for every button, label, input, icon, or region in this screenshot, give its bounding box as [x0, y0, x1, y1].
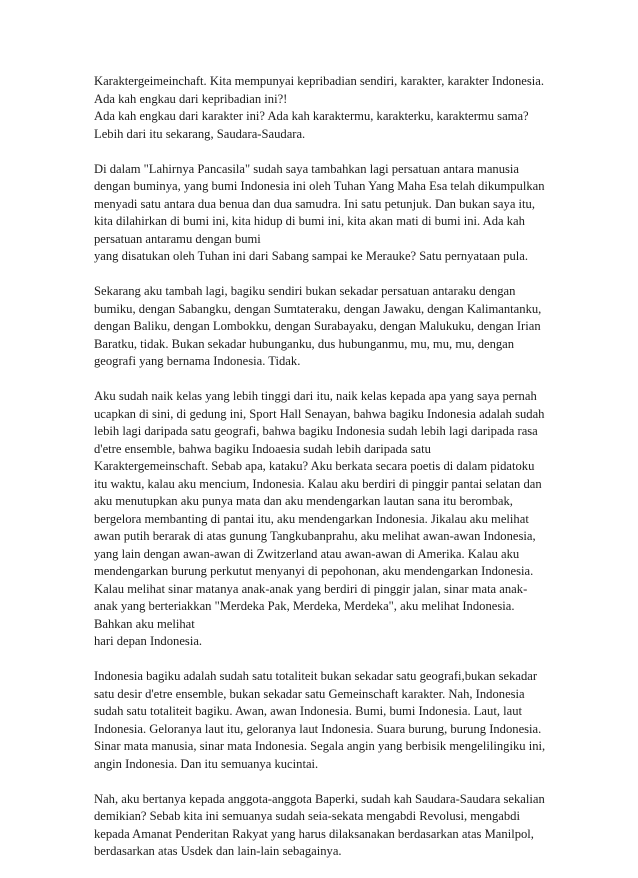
text-line: dengan buminya, yang bumi Indonesia ini oleh Tuhan Yang Maha Esa telah dikumpulkan [94, 179, 545, 193]
paragraph-4 [94, 388, 554, 651]
text-line: Nah, aku bertanya kepada anggota-anggota Baperki, sudah kah Saudara-Saudara sekalian [94, 791, 545, 806]
text-line: Di dalam "Lahirnya Pancasila" sudah saya tambahkan lagi persatuan antara manusia [94, 161, 520, 176]
text-line: bergelora membanting di pantai itu, aku mendengarkan Indonesia. Jikalau aku melihat [94, 511, 529, 526]
paragraph-5 [94, 668, 554, 773]
text-line: satu desir d'etre ensemble, bukan sekadar satu Gemeinschaft karakter. Nah, Indonesia [94, 686, 525, 701]
paragraph-1 [94, 73, 554, 143]
paragraph-3 [94, 283, 554, 371]
text-line: aku menutupkan aku punya mata dan aku mendengarkan lautan sana itu berombak, [94, 494, 513, 508]
text-line: kepada Amanat Penderitan Rakyat yang harus dilaksanakan berdasarkan atas Manilpol, [94, 826, 534, 841]
text-line: yang lain dengan awan-awan di Zwitzerland atau awan-awan di Amerika. Kalau aku [94, 546, 520, 561]
text-line: menyadi satu antara dua benua dan dua samudra. Ini satu petunjuk. Dan bukan saya itu, [94, 196, 535, 211]
text-line: Indonesia. Geloranya laut itu, geloranya laut Indonesia. Suara burung, burung Indonesia. [94, 721, 542, 736]
text-line: Indonesia bagiku adalah sudah satu totaliteit bukan sekadar satu geografi,bukan sekadar [94, 669, 538, 683]
text-line: Bahkan aku melihat [94, 616, 195, 631]
text-line: dengan Baliku, dengan Lombokku, dengan Surabayaku, dengan Malukuku, dengan Irian [94, 319, 541, 333]
text-line: d'etre ensemble, bahwa bagiku Indoaesia sudah lebih daripada satu [94, 441, 431, 456]
text-line: berdasarkan atas Usdek dan lain-lain sebagainya. [94, 844, 342, 858]
text-line: Karaktergeimeinchaft. Kita mempunyai kepribadian sendiri, karakter, karakter Indonesia. [94, 74, 545, 88]
document-page [94, 73, 554, 878]
text-line: Baratku, tidak. Bukan sekadar hubunganku, dus hubunganmu, mu, mu, mu, dengan [94, 336, 515, 351]
text-line: mendengarkan burung perkutut menyanyi di pepohonan, aku mendengarkan Indonesia. [94, 564, 534, 578]
text-line: awan putih berarak di atas gunung Tangkubanprahu, aku melihat awan-awan Indonesia, [94, 529, 536, 543]
text-line: yang disatukan oleh Tuhan ini dari Sabang sampai ke Merauke? Satu pernyataan pula. [94, 249, 529, 263]
text-line: ucapkan di sini, di gedung ini, Sport Hall Senayan, bahwa bagiku Indonesia adalah sudah [94, 406, 545, 421]
text-line: sudah satu totaliteit bagiku. Awan, awan Indonesia. Bumi, bumi Indonesia. Laut, laut [94, 704, 522, 718]
text-line: kita dilahirkan di bumi ini, kita hidup di bumi ini, kita akan mati di bumi ini. Ada kah [94, 214, 525, 228]
text-line: bumiku, dengan Sabangku, dengan Sumtateraku, dengan Jawaku, dengan Kalimantanku, [94, 301, 542, 316]
text-line: itu waktu, kalau aku mencium, Indonesia. Kalau aku berdiri di pinggir pantai selatan dan [94, 476, 542, 491]
text-line: geografi yang bernama Indonesia. Tidak. [94, 354, 301, 368]
paragraph-2 [94, 161, 554, 266]
text-line: persatuan antaramu dengan bumi [94, 231, 261, 246]
text-line: Kalau melihat sinar matanya anak-anak yang berdiri di pinggir jalan, sinar mata anak- [94, 581, 528, 596]
text-line: Sinar mata manusia, sinar mata Indonesia. Segala angin yang berbisik mengelilingiku ini, [94, 739, 546, 753]
text-line: Aku sudah naik kelas yang lebih tinggi dari itu, naik kelas kepada apa yang saya pernah [94, 389, 537, 403]
text-line: lebih lagi daripada satu geografi, bahwa bagiku Indonesia sudah lebih lagi daripada rasa [94, 424, 538, 438]
text-line: Karaktergemeinschaft. Sebab apa, kataku? Aku berkata secara poetis di dalam pidatoku [94, 459, 535, 473]
text-line: hari depan Indonesia. [94, 634, 203, 648]
text-line: Lebih dari itu sekarang, Saudara-Saudara. [94, 126, 306, 141]
text-line: demikian? Sebab kita ini semuanya sudah seia-sekata mengabdi Revolusi, mengabdi [94, 809, 520, 823]
text-line: Ada kah engkau dari kepribadian ini?! [94, 91, 288, 106]
text-line: anak yang berteriakkan "Merdeka Pak, Merdeka, Merdeka", aku melihat Indonesia. [94, 599, 515, 613]
text-line: angin Indonesia. Dan itu semuanya kucintai. [94, 756, 319, 771]
text-line: Sekarang aku tambah lagi, bagiku sendiri bukan sekadar persatuan antaraku dengan [94, 284, 516, 298]
text-line: Ada kah engkau dari karakter ini? Ada kah karaktermu, karakterku, karaktermu sama? [94, 109, 529, 123]
